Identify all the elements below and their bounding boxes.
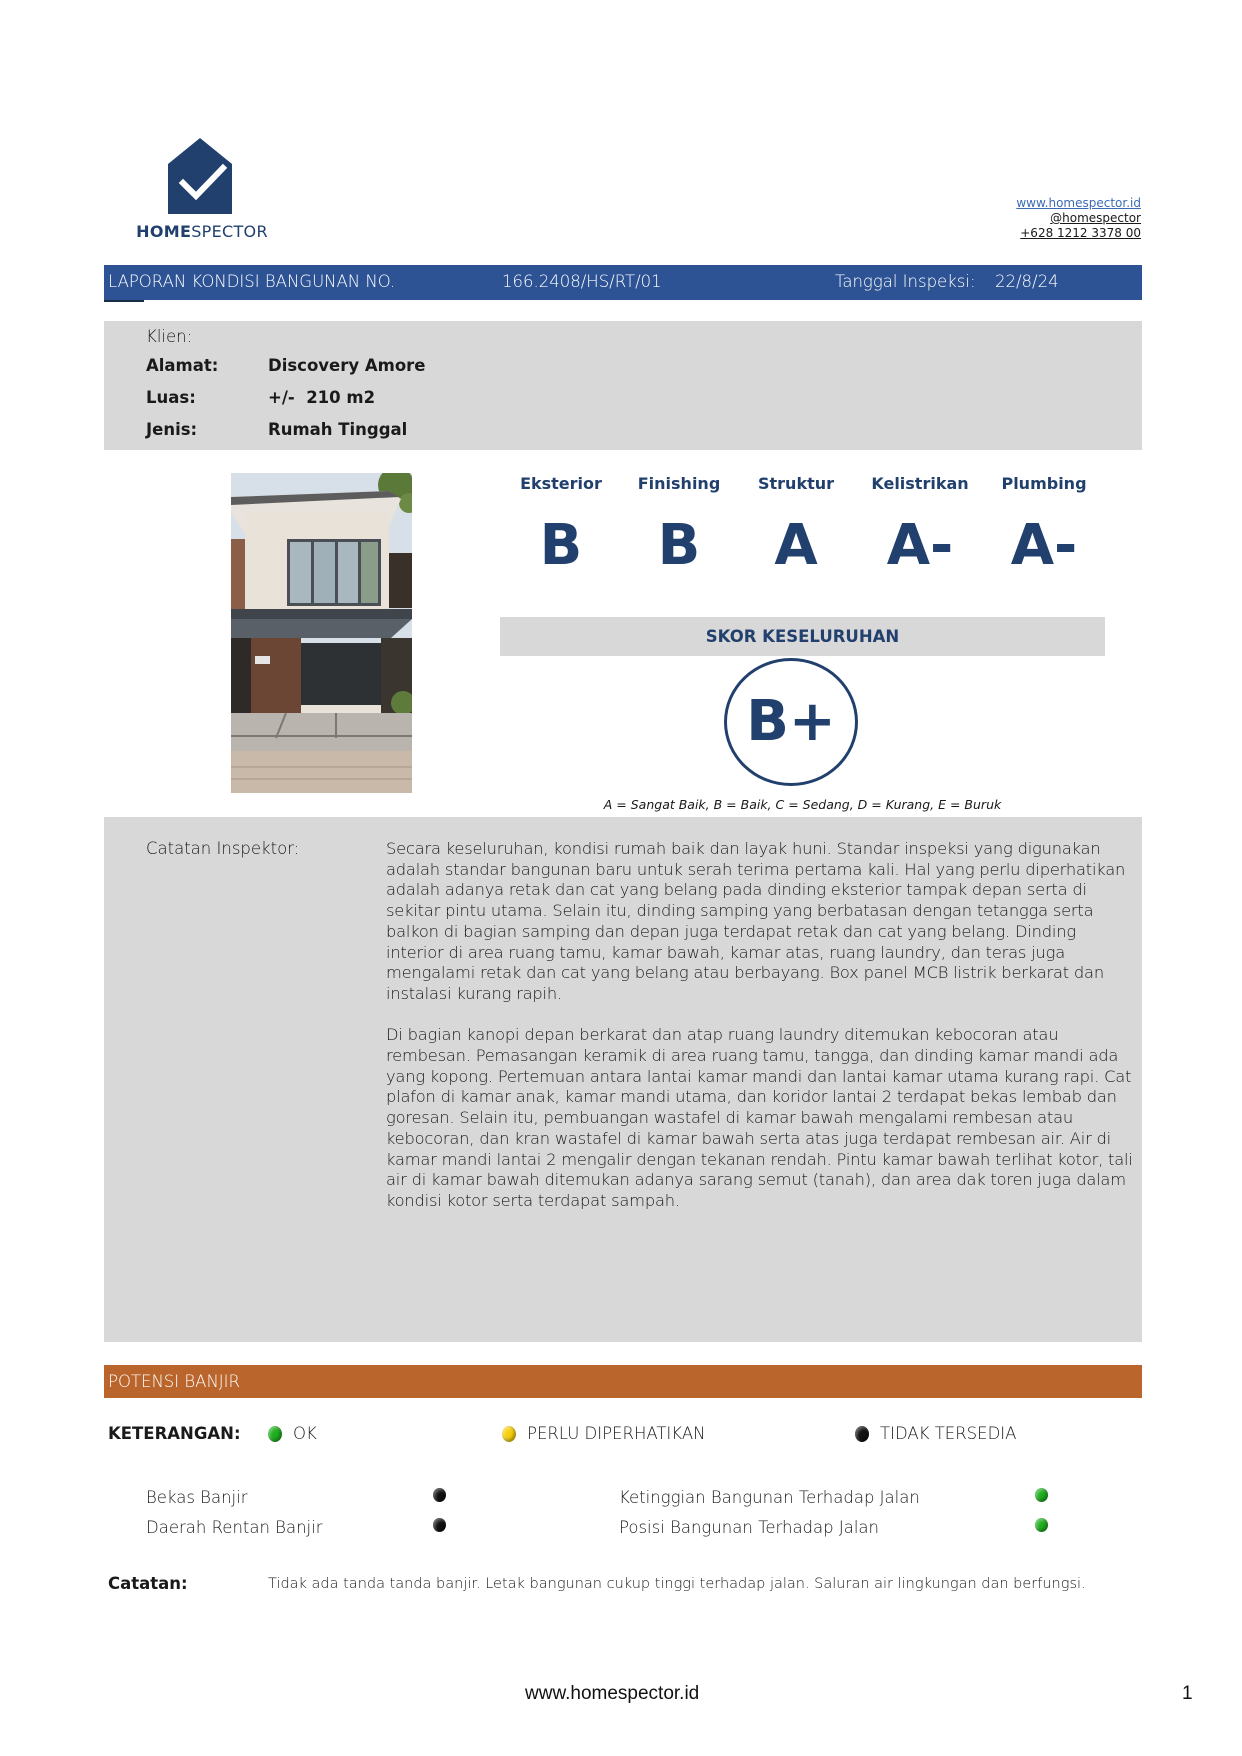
client-label: Klien:: [146, 327, 193, 346]
page-number: 1: [1182, 1683, 1193, 1704]
category-grade: B: [657, 513, 701, 578]
area-row: [146, 388, 375, 407]
overall-score-header: SKOR KESELURUHAN: [500, 617, 1105, 656]
overall-score-badge: B+: [724, 658, 858, 786]
legend-unavailable-label: TIDAK TERSEDIA: [880, 1424, 1017, 1443]
category-label: Kelistrikan: [871, 474, 969, 493]
area-label: Luas:: [146, 388, 196, 407]
flood-item-label: Ketinggian Bangunan Terhadap Jalan: [619, 1488, 920, 1507]
type-label: Jenis:: [146, 420, 198, 439]
footer-website[interactable]: www.homespector.id: [525, 1683, 700, 1704]
black-status-dot-icon: [855, 1426, 869, 1442]
category-label: Plumbing: [1001, 474, 1087, 493]
green-status-dot-icon: [1035, 1518, 1048, 1532]
flood-section-header: [104, 1365, 1142, 1398]
brand-wordmark: [132, 222, 272, 241]
flood-item-label: Daerah Rentan Banjir: [146, 1518, 323, 1537]
address-value: Discovery Amore: [268, 356, 426, 375]
inspection-date-label: Tanggal Inspeksi:: [835, 272, 976, 291]
grade-scale-legend: A = Sangat Baik, B = Baik, C = Sedang, D = Kurang, E = Buruk: [603, 797, 1002, 812]
header-accent-line: [104, 300, 144, 302]
notes-paragraph: Secara keseluruhan, kondisi rumah baik dan layak huni. Standar inspeksi yang digunakan adalah standar bangunan baru untuk serah terima pertama kali. Hal yang perlu diperhatikan adalah adanya retak dan cat yang belang pada dinding eksterior tampak depan serta di sekitar pintu utama. Selain itu, dinding samping yang berbatasan dengan tetangga serta balkon di bagian samping dan depan juga terdapat retak dan cat yang belang. Dinding interior di area ruang tamu, kamar bawah, kamar atas, ruang laundry, dan teras juga mengalami retak dan cat yang belang atau berbayang. Box panel MCB listrik berkarat dan instalasi kurang rapih.: [386, 839, 1126, 1003]
report-number: 166.2408/HS/RT/01: [502, 272, 662, 291]
notes-paragraph: Di bagian kanopi depan berkarat dan atap ruang laundry ditemukan kebocoran atau rembesan. Pemasangan keramik di area ruang tamu, tangga, dan dinding kamar mandi ada yang kopong. Pertemuan antara lantai kamar mandi dan lantai kamar utama kurang rapi. Cat plafon di kamar anak, kamar mandi utama, dan koridor lantai 2 terdapat bekas lembab dan goresan. Selain itu, pembuangan wastafel di kamar bawah mengalami rembesan atau kebocoran, dan kran wastafel di kamar bawah serta atas juga terdapat rembesan air. Air di kamar mandi lantai 2 mengalir dengan tekanan rendah. Pintu kamar bawah terlihat kotor, tali air di kamar bawah ditemukan adanya sarang semut (tanah), dan area dak toren juga dalam kondisi kotor serta terdapat sampah.: [386, 1025, 1133, 1210]
category-label: Struktur: [757, 474, 835, 493]
category-grade: B: [539, 513, 583, 578]
social-link[interactable]: @homespector: [1050, 211, 1141, 225]
inspector-notes-block: [104, 817, 1142, 1342]
category-grade: A-: [1010, 513, 1078, 578]
client-row: [146, 327, 268, 346]
brand-name-regular: SPECTOR: [191, 222, 268, 241]
legend-ok-label: OK: [293, 1424, 317, 1443]
category-label: Finishing: [637, 474, 721, 493]
legend-unavailable: [855, 1424, 1016, 1443]
property-info-block: [104, 321, 1142, 450]
address-row: [146, 356, 426, 375]
flood-section-title: POTENSI BANJIR: [108, 1372, 240, 1391]
house-check-icon: [168, 138, 232, 214]
legend-ok: [268, 1424, 317, 1443]
inspector-notes-text: [386, 839, 1136, 1232]
type-value: Rumah Tinggal: [268, 420, 408, 439]
category-label: Eksterior: [520, 474, 602, 493]
address-label: Alamat:: [146, 356, 219, 375]
yellow-status-dot-icon: [502, 1426, 516, 1442]
house-photo: [231, 473, 412, 793]
black-status-dot-icon: [433, 1488, 446, 1502]
website-link[interactable]: www.homespector.id: [1016, 196, 1141, 210]
contact-block: [1016, 196, 1141, 241]
legend-attention: [502, 1424, 705, 1443]
flood-item-label: Posisi Bangunan Terhadap Jalan: [619, 1518, 879, 1537]
green-status-dot-icon: [1035, 1488, 1048, 1502]
inspector-notes-label: Catatan Inspektor:: [146, 839, 300, 858]
flood-notes-label: Catatan:: [108, 1574, 188, 1593]
legend-label: KETERANGAN:: [108, 1424, 241, 1443]
area-value: +/- 210 m2: [268, 388, 376, 407]
black-status-dot-icon: [433, 1518, 446, 1532]
phone-link[interactable]: +628 1212 3378 00: [1020, 226, 1141, 240]
legend-attention-label: PERLU DIPERHATIKAN: [527, 1424, 706, 1443]
report-title: LAPORAN KONDISI BANGUNAN NO.: [108, 272, 396, 291]
flood-item-label: Bekas Banjir: [146, 1488, 248, 1507]
category-grade: A: [774, 513, 818, 578]
green-status-dot-icon: [268, 1426, 282, 1442]
report-header-bar: [104, 265, 1142, 300]
brand-name-bold: HOME: [136, 222, 192, 241]
type-row: [146, 420, 407, 439]
category-grade: A-: [886, 513, 954, 578]
inspection-date-value: 22/8/24: [995, 272, 1059, 291]
flood-notes-text: Tidak ada tanda tanda banjir. Letak bangunan cukup tinggi terhadap jalan. Saluran air lingkungan dan berfungsi.: [268, 1576, 1086, 1592]
